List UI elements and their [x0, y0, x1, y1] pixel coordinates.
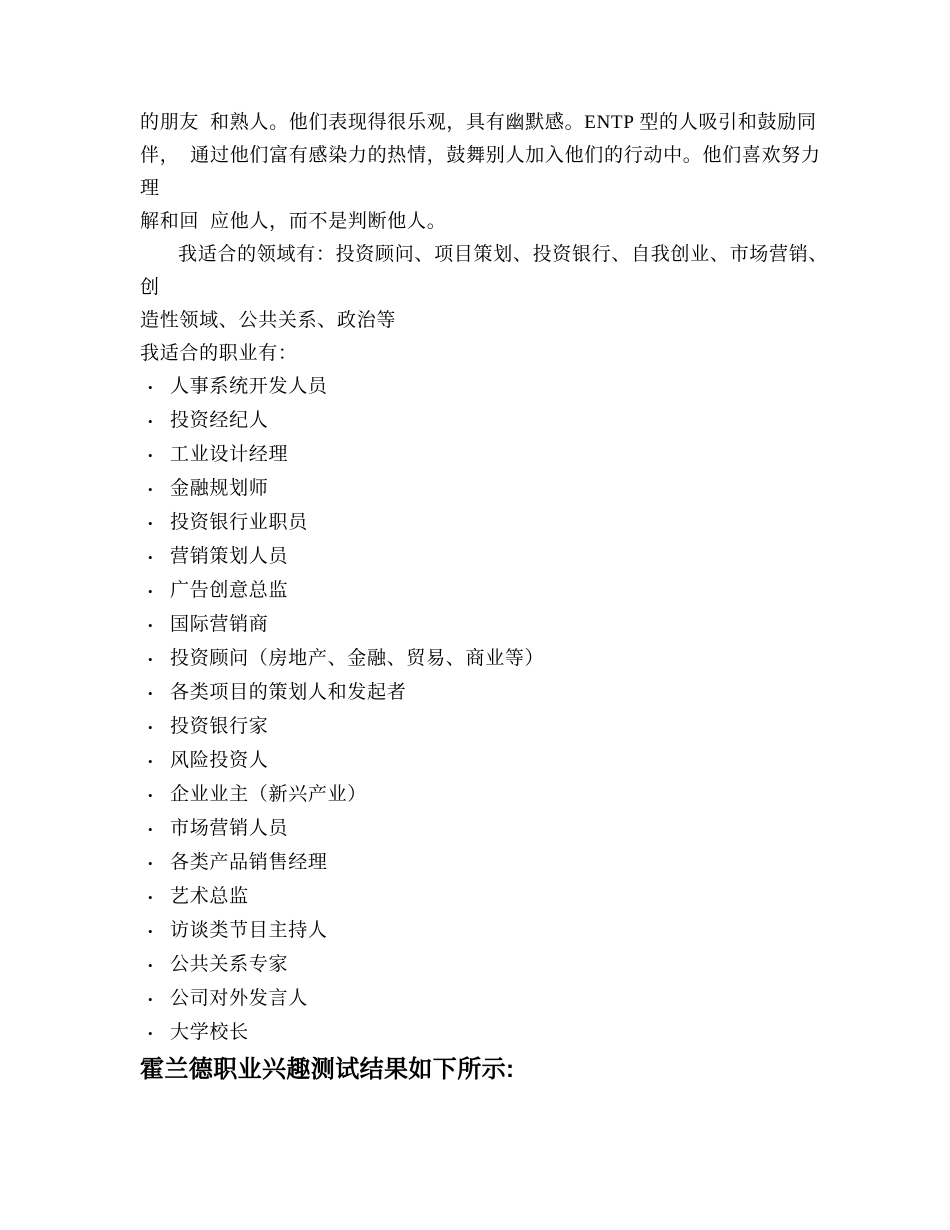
- document-content: [140, 106, 830, 1087]
- bullet-icon: •: [148, 822, 154, 837]
- list-item-label: 公共关系专家: [170, 954, 289, 975]
- text-line: 的朋友 和熟人。他们表现得很乐观，具有幽默感。ENTP 型的人吸引和鼓励同: [140, 112, 817, 133]
- list-item-label: 访谈类节目主持人: [170, 920, 328, 941]
- text-line: 解和回 应他人，而不是判断他人。: [140, 211, 447, 232]
- list-item: [140, 642, 830, 676]
- list-item: [140, 812, 830, 846]
- bullet-icon: •: [148, 414, 154, 429]
- list-item-label: 营销策划人员: [170, 546, 289, 567]
- list-item-label: 大学校长: [170, 1022, 249, 1043]
- list-item-label: 投资银行家: [170, 716, 269, 737]
- paragraph-entp: [140, 106, 830, 238]
- list-item: [140, 1016, 830, 1050]
- bullet-icon: •: [148, 1026, 154, 1041]
- bullet-icon: •: [148, 720, 154, 735]
- list-item: [140, 438, 830, 472]
- bullet-icon: •: [148, 380, 154, 395]
- bullet-icon: •: [148, 448, 154, 463]
- list-item: [140, 574, 830, 608]
- list-item-label: 投资银行业职员: [170, 512, 308, 533]
- careers-list: [140, 370, 830, 1050]
- list-item: [140, 506, 830, 540]
- list-item-label: 工业设计经理: [170, 444, 289, 465]
- bullet-icon: •: [148, 788, 154, 803]
- list-item-label: 国际营销商: [170, 614, 269, 635]
- list-item: [140, 472, 830, 506]
- bullet-icon: •: [148, 686, 154, 701]
- bullet-icon: •: [148, 550, 154, 565]
- bullet-icon: •: [148, 958, 154, 973]
- list-item-label: 各类项目的策划人和发起者: [170, 682, 407, 703]
- list-item-label: 艺术总监: [170, 886, 249, 907]
- bullet-icon: •: [148, 754, 154, 769]
- bullet-icon: •: [148, 618, 154, 633]
- list-item: [140, 676, 830, 710]
- list-item-label: 人事系统开发人员: [170, 376, 328, 397]
- list-item: [140, 880, 830, 914]
- bullet-icon: •: [148, 890, 154, 905]
- list-item-label: 公司对外发言人: [170, 988, 308, 1009]
- list-item-label: 企业业主（新兴产业）: [170, 784, 368, 805]
- careers-intro: 我适合的职业有：: [140, 343, 298, 364]
- list-item: [140, 744, 830, 778]
- list-item: [140, 914, 830, 948]
- holland-heading: 霍兰德职业兴趣测试结果如下所示:: [140, 1056, 515, 1083]
- text-line: 我适合的领域有：投资顾问、项目策划、投资银行、自我创业、市场营销、创: [140, 244, 829, 298]
- text-line: 造性领域、公共关系、政治等: [140, 310, 397, 331]
- list-item-label: 投资顾问（房地产、金融、贸易、商业等）: [170, 648, 545, 669]
- list-item: [140, 370, 830, 404]
- bullet-icon: •: [148, 516, 154, 531]
- list-item-label: 投资经纪人: [170, 410, 269, 431]
- list-item: [140, 710, 830, 744]
- list-item-label: 风险投资人: [170, 750, 269, 771]
- bullet-icon: •: [148, 924, 154, 939]
- bullet-icon: •: [148, 482, 154, 497]
- list-item: [140, 948, 830, 982]
- list-item-label: 各类产品销售经理: [170, 852, 328, 873]
- list-item: [140, 982, 830, 1016]
- list-item: [140, 404, 830, 438]
- list-item-label: 市场营销人员: [170, 818, 289, 839]
- list-item: [140, 540, 830, 574]
- list-item: [140, 608, 830, 642]
- bullet-icon: •: [148, 992, 154, 1007]
- paragraph-fields: [140, 238, 830, 337]
- bullet-icon: •: [148, 584, 154, 599]
- list-item: [140, 778, 830, 812]
- text-line: 伴， 通过他们富有感染力的热情，鼓舞别人加入他们的行动中。他们喜欢努力理: [140, 145, 821, 199]
- bullet-icon: •: [148, 856, 154, 871]
- list-item-label: 广告创意总监: [170, 580, 289, 601]
- list-item: [140, 846, 830, 880]
- list-item-label: 金融规划师: [170, 478, 269, 499]
- bullet-icon: •: [148, 652, 154, 667]
